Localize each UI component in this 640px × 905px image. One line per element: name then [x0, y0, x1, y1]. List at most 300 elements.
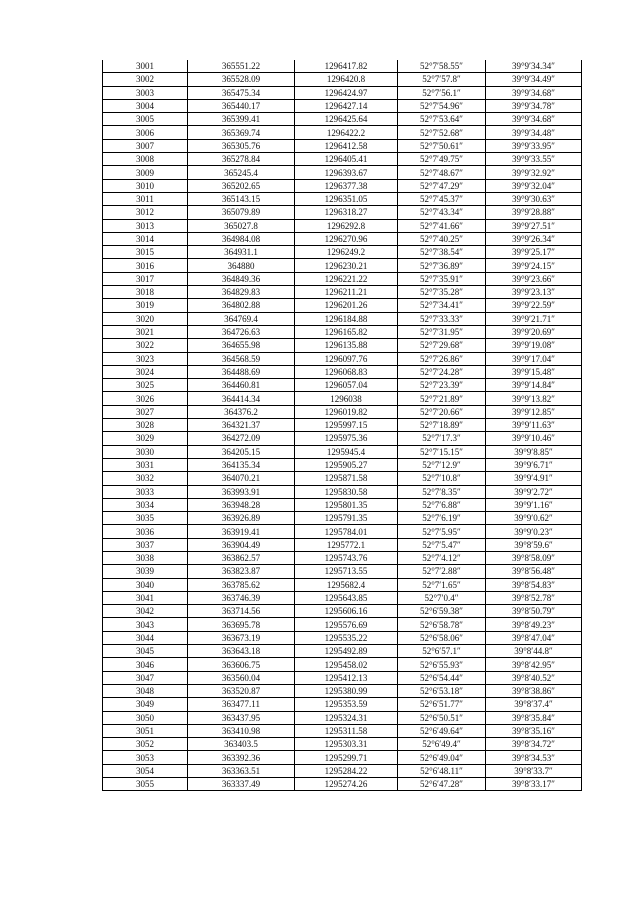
table-row — [103, 445, 582, 458]
longitude-cell: 39°9′23.13″ — [486, 286, 582, 299]
longitude-cell: 39°9′8.85″ — [486, 445, 582, 458]
longitude-cell: 39°9′6.71″ — [486, 458, 582, 471]
x-coordinate-cell: 363746.39 — [188, 591, 295, 604]
y-coordinate-cell: 1295324.31 — [295, 711, 398, 724]
latitude-cell: 52°6′55.93″ — [398, 658, 486, 671]
point-number-cell: 3023 — [103, 352, 188, 365]
x-coordinate-cell: 363904.49 — [188, 538, 295, 551]
x-coordinate-cell: 364376.2 — [188, 405, 295, 418]
table-row — [103, 605, 582, 618]
point-number-cell: 3011 — [103, 192, 188, 205]
table-row — [103, 724, 582, 737]
longitude-cell: 39°8′35.84″ — [486, 711, 582, 724]
latitude-cell: 52°7′15.15″ — [398, 445, 486, 458]
point-number-cell: 3048 — [103, 684, 188, 697]
latitude-cell: 52°6′48.11″ — [398, 764, 486, 777]
point-number-cell: 3041 — [103, 591, 188, 604]
latitude-cell: 52°7′52.68″ — [398, 126, 486, 139]
longitude-cell: 39°8′33.7″ — [486, 764, 582, 777]
latitude-cell: 52°6′58.78″ — [398, 618, 486, 631]
table-row — [103, 379, 582, 392]
point-number-cell: 3005 — [103, 113, 188, 126]
x-coordinate-cell: 363520.87 — [188, 684, 295, 697]
point-number-cell: 3015 — [103, 246, 188, 259]
point-number-cell: 3021 — [103, 325, 188, 338]
longitude-cell: 39°9′26.34″ — [486, 232, 582, 245]
longitude-cell: 39°9′19.08″ — [486, 339, 582, 352]
latitude-cell: 52°7′38.54″ — [398, 246, 486, 259]
longitude-cell: 39°8′56.48″ — [486, 565, 582, 578]
y-coordinate-cell: 1296351.05 — [295, 192, 398, 205]
latitude-cell: 52°7′57.8″ — [398, 73, 486, 86]
longitude-cell: 39°9′34.48″ — [486, 126, 582, 139]
latitude-cell: 52°7′35.91″ — [398, 272, 486, 285]
table-row — [103, 472, 582, 485]
table-row — [103, 551, 582, 564]
point-number-cell: 3025 — [103, 379, 188, 392]
y-coordinate-cell: 1296412.58 — [295, 139, 398, 152]
point-number-cell: 3027 — [103, 405, 188, 418]
latitude-cell: 52°7′21.89″ — [398, 392, 486, 405]
x-coordinate-cell: 364135.34 — [188, 458, 295, 471]
table-row — [103, 764, 582, 777]
latitude-cell: 52°7′53.64″ — [398, 113, 486, 126]
point-number-cell: 3030 — [103, 445, 188, 458]
x-coordinate-cell: 365528.09 — [188, 73, 295, 86]
y-coordinate-cell: 1295458.02 — [295, 658, 398, 671]
y-coordinate-cell: 1296420.8 — [295, 73, 398, 86]
latitude-cell: 52°7′1.65″ — [398, 578, 486, 591]
longitude-cell: 39°9′0.23″ — [486, 525, 582, 538]
y-coordinate-cell: 1296165.82 — [295, 325, 398, 338]
x-coordinate-cell: 364321.37 — [188, 419, 295, 432]
x-coordinate-cell: 365245.4 — [188, 166, 295, 179]
y-coordinate-cell: 1296097.76 — [295, 352, 398, 365]
point-number-cell: 3008 — [103, 153, 188, 166]
x-coordinate-cell: 365027.8 — [188, 219, 295, 232]
latitude-cell: 52°6′57.1″ — [398, 645, 486, 658]
x-coordinate-cell: 363337.49 — [188, 778, 295, 791]
table-row — [103, 405, 582, 418]
longitude-cell: 39°8′50.79″ — [486, 605, 582, 618]
x-coordinate-cell: 364769.4 — [188, 312, 295, 325]
point-number-cell: 3032 — [103, 472, 188, 485]
table-row — [103, 99, 582, 112]
table-row — [103, 512, 582, 525]
longitude-cell: 39°9′30.63″ — [486, 192, 582, 205]
table-row — [103, 525, 582, 538]
latitude-cell: 52°7′8.35″ — [398, 485, 486, 498]
point-number-cell: 3039 — [103, 565, 188, 578]
table-row — [103, 778, 582, 791]
point-number-cell: 3020 — [103, 312, 188, 325]
table-row — [103, 219, 582, 232]
x-coordinate-cell: 363560.04 — [188, 671, 295, 684]
latitude-cell: 52°7′50.61″ — [398, 139, 486, 152]
longitude-cell: 39°8′49.23″ — [486, 618, 582, 631]
x-coordinate-cell: 364070.21 — [188, 472, 295, 485]
y-coordinate-cell: 1295997.15 — [295, 419, 398, 432]
latitude-cell: 52°7′35.28″ — [398, 286, 486, 299]
x-coordinate-cell: 364460.81 — [188, 379, 295, 392]
y-coordinate-cell: 1295299.71 — [295, 751, 398, 764]
point-number-cell: 3019 — [103, 299, 188, 312]
table-row — [103, 392, 582, 405]
latitude-cell: 52°7′40.25″ — [398, 232, 486, 245]
y-coordinate-cell: 1296292.8 — [295, 219, 398, 232]
y-coordinate-cell: 1295905.27 — [295, 458, 398, 471]
x-coordinate-cell: 365143.15 — [188, 192, 295, 205]
table-row — [103, 339, 582, 352]
longitude-cell: 39°8′54.83″ — [486, 578, 582, 591]
table-row — [103, 259, 582, 272]
point-number-cell: 3029 — [103, 432, 188, 445]
longitude-cell: 39°9′34.68″ — [486, 86, 582, 99]
point-number-cell: 3026 — [103, 392, 188, 405]
table-row — [103, 312, 582, 325]
longitude-cell: 39°9′22.59″ — [486, 299, 582, 312]
latitude-cell: 52°6′59.38″ — [398, 605, 486, 618]
latitude-cell: 52°7′31.95″ — [398, 325, 486, 338]
point-number-cell: 3033 — [103, 485, 188, 498]
longitude-cell: 39°8′47.04″ — [486, 631, 582, 644]
point-number-cell: 3035 — [103, 512, 188, 525]
y-coordinate-cell: 1295830.58 — [295, 485, 398, 498]
latitude-cell: 52°7′6.88″ — [398, 498, 486, 511]
point-number-cell: 3013 — [103, 219, 188, 232]
y-coordinate-cell: 1296425.64 — [295, 113, 398, 126]
y-coordinate-cell: 1296201.26 — [295, 299, 398, 312]
x-coordinate-cell: 363785.62 — [188, 578, 295, 591]
longitude-cell: 39°8′35.16″ — [486, 724, 582, 737]
table-row — [103, 645, 582, 658]
longitude-cell: 39°9′34.78″ — [486, 99, 582, 112]
longitude-cell: 39°9′34.49″ — [486, 73, 582, 86]
latitude-cell: 52°7′23.39″ — [398, 379, 486, 392]
x-coordinate-cell: 364205.15 — [188, 445, 295, 458]
point-number-cell: 3044 — [103, 631, 188, 644]
latitude-cell: 52°7′5.47″ — [398, 538, 486, 551]
longitude-cell: 39°8′38.86″ — [486, 684, 582, 697]
longitude-cell: 39°8′33.17″ — [486, 778, 582, 791]
longitude-cell: 39°9′2.72″ — [486, 485, 582, 498]
point-number-cell: 3042 — [103, 605, 188, 618]
x-coordinate-cell: 363993.91 — [188, 485, 295, 498]
longitude-cell: 39°9′32.04″ — [486, 179, 582, 192]
table-row — [103, 325, 582, 338]
x-coordinate-cell: 363437.95 — [188, 711, 295, 724]
latitude-cell: 52°7′33.33″ — [398, 312, 486, 325]
y-coordinate-cell: 1295412.13 — [295, 671, 398, 684]
longitude-cell: 39°9′13.82″ — [486, 392, 582, 405]
longitude-cell: 39°9′11.63″ — [486, 419, 582, 432]
x-coordinate-cell: 363606.75 — [188, 658, 295, 671]
table-row — [103, 86, 582, 99]
table-row — [103, 419, 582, 432]
point-number-cell: 3012 — [103, 206, 188, 219]
longitude-cell: 39°8′52.78″ — [486, 591, 582, 604]
point-number-cell: 3054 — [103, 764, 188, 777]
table-row — [103, 113, 582, 126]
x-coordinate-cell: 364849.36 — [188, 272, 295, 285]
latitude-cell: 52°7′2.88″ — [398, 565, 486, 578]
point-number-cell: 3051 — [103, 724, 188, 737]
latitude-cell: 52°7′0.4″ — [398, 591, 486, 604]
coordinates-table — [102, 60, 582, 791]
table-row — [103, 352, 582, 365]
table-row — [103, 485, 582, 498]
x-coordinate-cell: 364272.09 — [188, 432, 295, 445]
table-row — [103, 711, 582, 724]
table-row — [103, 591, 582, 604]
longitude-cell: 39°9′1.16″ — [486, 498, 582, 511]
table-row — [103, 738, 582, 751]
x-coordinate-cell: 363695.78 — [188, 618, 295, 631]
y-coordinate-cell: 1295713.55 — [295, 565, 398, 578]
y-coordinate-cell: 1295303.31 — [295, 738, 398, 751]
x-coordinate-cell: 364931.1 — [188, 246, 295, 259]
table-row — [103, 299, 582, 312]
y-coordinate-cell: 1296184.88 — [295, 312, 398, 325]
point-number-cell: 3052 — [103, 738, 188, 751]
x-coordinate-cell: 363823.87 — [188, 565, 295, 578]
y-coordinate-cell: 1295784.01 — [295, 525, 398, 538]
longitude-cell: 39°9′14.84″ — [486, 379, 582, 392]
latitude-cell: 52°7′49.75″ — [398, 153, 486, 166]
x-coordinate-cell: 364829.83 — [188, 286, 295, 299]
point-number-cell: 3014 — [103, 232, 188, 245]
y-coordinate-cell: 1295975.36 — [295, 432, 398, 445]
table-row — [103, 272, 582, 285]
point-number-cell: 3024 — [103, 365, 188, 378]
longitude-cell: 39°9′24.15″ — [486, 259, 582, 272]
x-coordinate-cell: 364414.34 — [188, 392, 295, 405]
longitude-cell: 39°8′34.53″ — [486, 751, 582, 764]
y-coordinate-cell: 1295311.58 — [295, 724, 398, 737]
x-coordinate-cell: 364984.08 — [188, 232, 295, 245]
latitude-cell: 52°7′41.66″ — [398, 219, 486, 232]
latitude-cell: 52°7′10.8″ — [398, 472, 486, 485]
table-row — [103, 206, 582, 219]
point-number-cell: 3017 — [103, 272, 188, 285]
y-coordinate-cell: 1296318.27 — [295, 206, 398, 219]
point-number-cell: 3010 — [103, 179, 188, 192]
y-coordinate-cell: 1296427.14 — [295, 99, 398, 112]
y-coordinate-cell: 1295871.58 — [295, 472, 398, 485]
latitude-cell: 52°7′48.67″ — [398, 166, 486, 179]
longitude-cell: 39°9′33.95″ — [486, 139, 582, 152]
x-coordinate-cell: 363363.51 — [188, 764, 295, 777]
longitude-cell: 39°8′59.6″ — [486, 538, 582, 551]
longitude-cell: 39°8′34.72″ — [486, 738, 582, 751]
longitude-cell: 39°9′27.51″ — [486, 219, 582, 232]
point-number-cell: 3036 — [103, 525, 188, 538]
x-coordinate-cell: 363926.89 — [188, 512, 295, 525]
x-coordinate-cell: 363643.18 — [188, 645, 295, 658]
table-row — [103, 432, 582, 445]
x-coordinate-cell: 365278.84 — [188, 153, 295, 166]
y-coordinate-cell: 1295643.85 — [295, 591, 398, 604]
point-number-cell: 3045 — [103, 645, 188, 658]
longitude-cell: 39°8′42.95″ — [486, 658, 582, 671]
x-coordinate-cell: 365369.74 — [188, 126, 295, 139]
x-coordinate-cell: 365399.41 — [188, 113, 295, 126]
point-number-cell: 3040 — [103, 578, 188, 591]
longitude-cell: 39°9′0.62″ — [486, 512, 582, 525]
point-number-cell: 3001 — [103, 60, 188, 73]
table-row — [103, 538, 582, 551]
x-coordinate-cell: 365551.22 — [188, 60, 295, 73]
y-coordinate-cell: 1295284.22 — [295, 764, 398, 777]
y-coordinate-cell: 1295791.35 — [295, 512, 398, 525]
latitude-cell: 52°7′56.1″ — [398, 86, 486, 99]
point-number-cell: 3028 — [103, 419, 188, 432]
table-row — [103, 458, 582, 471]
y-coordinate-cell: 1296393.67 — [295, 166, 398, 179]
table-row — [103, 286, 582, 299]
point-number-cell: 3022 — [103, 339, 188, 352]
x-coordinate-cell: 363919.41 — [188, 525, 295, 538]
y-coordinate-cell: 1295606.16 — [295, 605, 398, 618]
longitude-cell: 39°9′15.48″ — [486, 365, 582, 378]
y-coordinate-cell: 1296068.83 — [295, 365, 398, 378]
x-coordinate-cell: 365440.17 — [188, 99, 295, 112]
latitude-cell: 52°7′47.29″ — [398, 179, 486, 192]
x-coordinate-cell: 364880 — [188, 259, 295, 272]
latitude-cell: 52°7′5.95″ — [398, 525, 486, 538]
y-coordinate-cell: 1295945.4 — [295, 445, 398, 458]
x-coordinate-cell: 364488.69 — [188, 365, 295, 378]
y-coordinate-cell: 1296377.38 — [295, 179, 398, 192]
y-coordinate-cell: 1296417.82 — [295, 60, 398, 73]
table-row — [103, 60, 582, 73]
latitude-cell: 52°7′43.34″ — [398, 206, 486, 219]
x-coordinate-cell: 363862.57 — [188, 551, 295, 564]
longitude-cell: 39°9′10.46″ — [486, 432, 582, 445]
latitude-cell: 52°6′50.51″ — [398, 711, 486, 724]
x-coordinate-cell: 363410.98 — [188, 724, 295, 737]
longitude-cell: 39°9′34.34″ — [486, 60, 582, 73]
latitude-cell: 52°6′49.4″ — [398, 738, 486, 751]
table-row — [103, 153, 582, 166]
latitude-cell: 52°7′17.3″ — [398, 432, 486, 445]
y-coordinate-cell: 1296019.82 — [295, 405, 398, 418]
x-coordinate-cell: 364802.88 — [188, 299, 295, 312]
y-coordinate-cell: 1296057.04 — [295, 379, 398, 392]
x-coordinate-cell: 364568.59 — [188, 352, 295, 365]
latitude-cell: 52°7′45.37″ — [398, 192, 486, 205]
table-row — [103, 565, 582, 578]
point-number-cell: 3016 — [103, 259, 188, 272]
table-row — [103, 751, 582, 764]
point-number-cell: 3031 — [103, 458, 188, 471]
table-row — [103, 192, 582, 205]
latitude-cell: 52°6′49.04″ — [398, 751, 486, 764]
x-coordinate-cell: 363477.11 — [188, 698, 295, 711]
y-coordinate-cell: 1296270.96 — [295, 232, 398, 245]
latitude-cell: 52°6′51.77″ — [398, 698, 486, 711]
x-coordinate-cell: 363714.56 — [188, 605, 295, 618]
point-number-cell: 3050 — [103, 711, 188, 724]
y-coordinate-cell: 1295274.26 — [295, 778, 398, 791]
latitude-cell: 52°7′58.55″ — [398, 60, 486, 73]
point-number-cell: 3043 — [103, 618, 188, 631]
table-row — [103, 365, 582, 378]
x-coordinate-cell: 365079.89 — [188, 206, 295, 219]
latitude-cell: 52°7′29.68″ — [398, 339, 486, 352]
x-coordinate-cell: 363948.28 — [188, 498, 295, 511]
point-number-cell: 3049 — [103, 698, 188, 711]
latitude-cell: 52°7′36.89″ — [398, 259, 486, 272]
x-coordinate-cell: 364726.63 — [188, 325, 295, 338]
x-coordinate-cell: 365475.34 — [188, 86, 295, 99]
y-coordinate-cell: 1295801.35 — [295, 498, 398, 511]
longitude-cell: 39°8′44.8″ — [486, 645, 582, 658]
longitude-cell: 39°9′28.88″ — [486, 206, 582, 219]
y-coordinate-cell: 1295682.4 — [295, 578, 398, 591]
y-coordinate-cell: 1296211.21 — [295, 286, 398, 299]
x-coordinate-cell: 365305.76 — [188, 139, 295, 152]
y-coordinate-cell: 1296135.88 — [295, 339, 398, 352]
point-number-cell: 3055 — [103, 778, 188, 791]
y-coordinate-cell: 1295772.1 — [295, 538, 398, 551]
x-coordinate-cell: 364655.98 — [188, 339, 295, 352]
longitude-cell: 39°8′37.4″ — [486, 698, 582, 711]
longitude-cell: 39°9′34.68″ — [486, 113, 582, 126]
coordinates-table-body — [103, 60, 582, 791]
point-number-cell: 3006 — [103, 126, 188, 139]
point-number-cell: 3038 — [103, 551, 188, 564]
y-coordinate-cell: 1296038 — [295, 392, 398, 405]
table-row — [103, 631, 582, 644]
table-row — [103, 126, 582, 139]
table-row — [103, 671, 582, 684]
table-row — [103, 166, 582, 179]
table-row — [103, 658, 582, 671]
point-number-cell: 3037 — [103, 538, 188, 551]
longitude-cell: 39°9′17.04″ — [486, 352, 582, 365]
table-row — [103, 578, 582, 591]
table-row — [103, 618, 582, 631]
y-coordinate-cell: 1295576.69 — [295, 618, 398, 631]
y-coordinate-cell: 1295492.89 — [295, 645, 398, 658]
latitude-cell: 52°6′58.06″ — [398, 631, 486, 644]
point-number-cell: 3053 — [103, 751, 188, 764]
longitude-cell: 39°9′12.85″ — [486, 405, 582, 418]
table-row — [103, 498, 582, 511]
longitude-cell: 39°9′21.71″ — [486, 312, 582, 325]
table-row — [103, 139, 582, 152]
y-coordinate-cell: 1296405.41 — [295, 153, 398, 166]
point-number-cell: 3034 — [103, 498, 188, 511]
y-coordinate-cell: 1296424.97 — [295, 86, 398, 99]
latitude-cell: 52°7′18.89″ — [398, 419, 486, 432]
y-coordinate-cell: 1296422.2 — [295, 126, 398, 139]
point-number-cell: 3003 — [103, 86, 188, 99]
latitude-cell: 52°7′6.19″ — [398, 512, 486, 525]
longitude-cell: 39°8′58.09″ — [486, 551, 582, 564]
latitude-cell: 52°7′12.9″ — [398, 458, 486, 471]
point-number-cell: 3004 — [103, 99, 188, 112]
table-row — [103, 232, 582, 245]
point-number-cell: 3007 — [103, 139, 188, 152]
table-row — [103, 684, 582, 697]
latitude-cell: 52°6′47.28″ — [398, 778, 486, 791]
y-coordinate-cell: 1295353.59 — [295, 698, 398, 711]
point-number-cell: 3002 — [103, 73, 188, 86]
x-coordinate-cell: 363673.19 — [188, 631, 295, 644]
y-coordinate-cell: 1295380.99 — [295, 684, 398, 697]
